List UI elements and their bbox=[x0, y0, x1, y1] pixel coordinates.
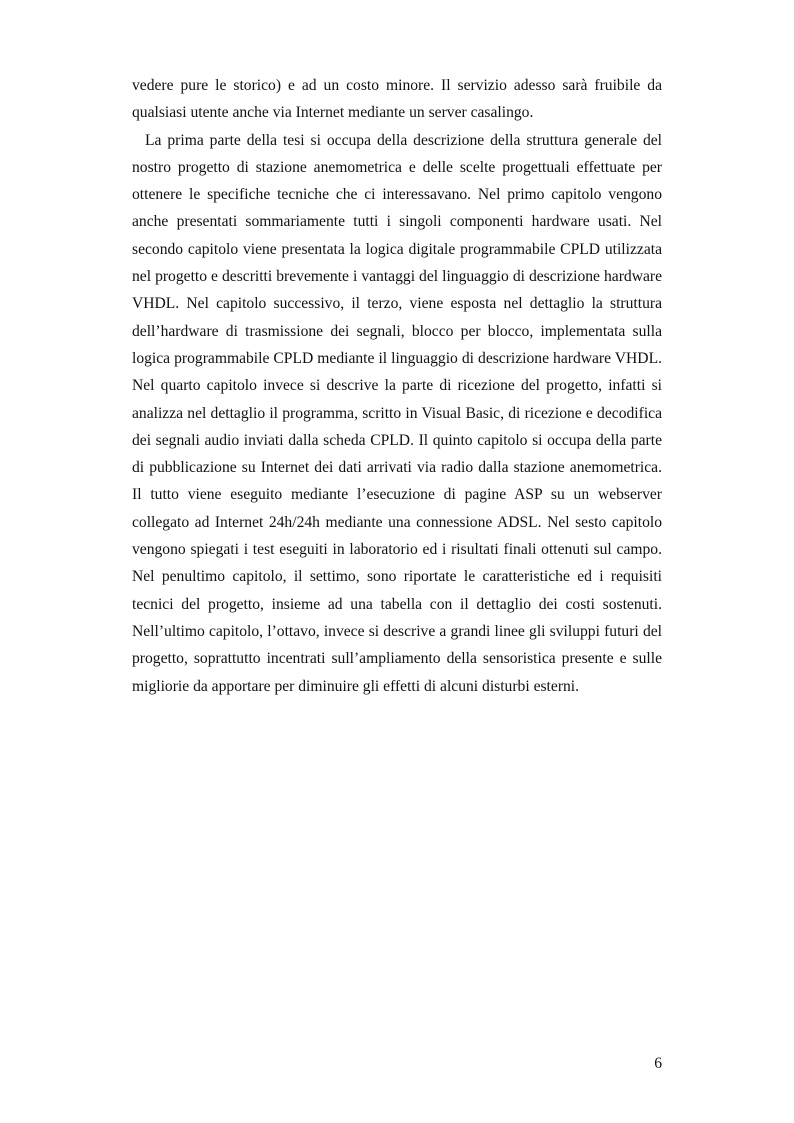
paragraph-thesis-overview: La prima parte della tesi si occupa della descrizione della struttura generale del nostro progetto di stazione anemometrica e delle scelte progettuali effettuate per ottenere le specifiche tecniche che ci interessavano. Nel primo capitolo vengono anche presentati sommariamente tutti i singoli componenti hardware usati. Nel secondo capitolo viene presentata la logica digitale programmabile CPLD utilizzata nel progetto e descritti brevemente i vantaggi del linguaggio di descrizione hardware VHDL. Nel capitolo successivo, il terzo, viene esposta nel dettaglio la struttura dell’hardware di trasmissione dei segnali, blocco per blocco, implementata sulla logica programmabile CPLD mediante il linguaggio di descrizione hardware VHDL. Nel quarto capitolo invece si descrive la parte di ricezione del progetto, infatti si analizza nel dettaglio il programma, scritto in Visual Basic, di ricezione e decodifica dei segnali audio inviati dalla scheda CPLD. Il quinto capitolo si occupa della parte di pubblicazione su Internet dei dati arrivati via radio dalla stazione anemometrica. Il tutto viene eseguito mediante l’esecuzione di pagine ASP su un webserver collegato ad Internet 24h/24h mediante una connessione ADSL. Nel sesto capitolo vengono spiegati i test eseguiti in laboratorio ed i risultati finali ottenuti sul campo. Nel penultimo capitolo, il settimo, sono riportate le caratteristiche ed i requisiti tecnici del progetto, insieme ad una tabella con il dettaglio dei costi sostenuti. Nell’ultimo capitolo, l’ottavo, invece si descrive a grandi linee gli sviluppi futuri del progetto, soprattutto incentrati sull’ampliamento della sensoristica presente e sulle migliorie da apportare per diminuire gli effetti di alcuni disturbi esterni. bbox=[132, 131, 662, 695]
page-number: 6 bbox=[654, 1055, 662, 1072]
body-text bbox=[132, 72, 662, 700]
paragraph-continuation: vedere pure le storico) e ad un costo minore. Il servizio adesso sarà fruibile da qualsiasi utente anche via Internet mediante un server casalingo. bbox=[132, 77, 662, 122]
